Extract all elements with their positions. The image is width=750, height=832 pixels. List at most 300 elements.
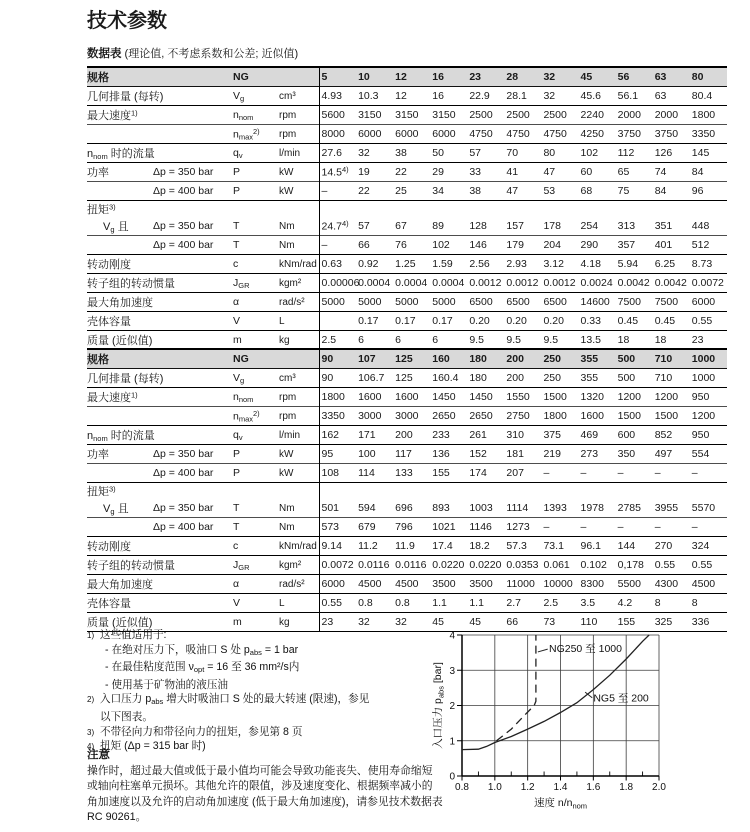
value-cell: 3000 — [358, 410, 382, 422]
param-symbol: $n_{max}^{2)}$ — [233, 126, 260, 142]
value-cell: 1.1 — [432, 597, 447, 609]
value-cell: 355 — [580, 372, 599, 384]
param-unit: kW — [279, 467, 294, 479]
page-title: 技术参数 — [87, 10, 167, 32]
size-column-header: 125 — [395, 353, 413, 365]
param-symbol: $n_{nom}$ — [233, 108, 254, 122]
row-condition: Δp = 400 bar — [153, 185, 214, 197]
value-cell: 5000 — [358, 296, 382, 308]
size-column-header: 56 — [617, 71, 630, 83]
value-cell: 57 — [469, 147, 481, 159]
value-cell: 852 — [654, 429, 673, 441]
value-cell: 33 — [469, 166, 481, 178]
value-cell: 145 — [691, 147, 710, 159]
value-cell: 2.93 — [506, 258, 527, 270]
value-cell: 2000 — [654, 109, 679, 121]
value-cell: 1003 — [469, 502, 493, 514]
param-unit: Nm — [279, 521, 295, 533]
param-unit: rpm — [279, 410, 297, 422]
param-symbol: T — [233, 521, 240, 533]
row-label: 几何排量 (每转) — [87, 373, 164, 385]
value-cell: 573 — [319, 518, 356, 537]
value-cell: 6500 — [543, 296, 567, 308]
value-cell: 133 — [395, 467, 413, 479]
footnote-text — [100, 692, 439, 724]
curve-label: NG5 至 200 — [593, 692, 649, 705]
footnote — [87, 692, 439, 724]
value-cell: 24.7$^{4)}$ — [319, 217, 356, 236]
value-cell: 2650 — [469, 410, 493, 422]
value-cell: 22.9 — [469, 90, 490, 102]
param-symbol: $n_{max}^{2)}$ — [233, 408, 260, 424]
value-cell: 1273 — [506, 521, 530, 533]
value-cell: 38 — [395, 147, 407, 159]
value-cell: 357 — [617, 239, 636, 251]
value-cell: 0.55 — [691, 315, 713, 327]
value-cell: 2.7 — [506, 597, 521, 609]
value-cell: 0.63 — [319, 255, 356, 274]
value-cell: 4.93 — [319, 87, 356, 106]
leader-line — [538, 649, 548, 652]
param-symbol: α — [233, 296, 240, 308]
row-label: 功率 — [87, 449, 109, 461]
value-cell: 125 — [395, 372, 413, 384]
value-cell: 95 — [319, 445, 356, 464]
value-cell: 5.94 — [617, 258, 639, 270]
size-column-header: 12 — [395, 71, 407, 83]
value-cell: 178 — [543, 220, 561, 232]
value-cell: 0.0353 — [506, 559, 539, 571]
section-label: 扭矩$^{3)}$ — [87, 202, 116, 216]
value-cell: 5000 — [395, 296, 419, 308]
value-cell: 5000 — [319, 293, 356, 312]
value-cell: 50 — [432, 147, 444, 159]
param-symbol: $q_v$ — [233, 146, 243, 160]
param-unit: kNm/rad — [279, 258, 317, 270]
section-spacer — [319, 201, 727, 218]
value-cell: 18 — [654, 334, 667, 346]
value-cell: 4.18 — [580, 258, 601, 270]
datasheet-subtitle — [87, 45, 298, 61]
value-cell: 89 — [432, 220, 444, 232]
value-cell: 32 — [543, 90, 556, 102]
value-cell: 32 — [358, 147, 370, 159]
value-cell: 254 — [580, 220, 599, 232]
value-cell: 38 — [469, 185, 481, 197]
value-cell: 56.1 — [617, 90, 639, 102]
param-symbol: P — [233, 467, 241, 479]
size-column-header: 80 — [691, 71, 704, 83]
value-cell: 23 — [691, 334, 704, 346]
value-cell: 1800 — [319, 388, 356, 407]
value-cell: 7500 — [654, 296, 679, 308]
row-label: 最大速度$^{1)}$ — [87, 108, 138, 122]
value-cell: 181 — [506, 448, 524, 460]
param-unit: l/min — [279, 429, 301, 441]
value-cell: 106.7 — [358, 372, 385, 384]
value-cell: 1550 — [506, 391, 530, 403]
value-cell: 9.5 — [506, 334, 521, 346]
value-cell: 28.1 — [506, 90, 527, 102]
size-column-header: 1000 — [691, 353, 716, 365]
value-cell: 0.0024 — [580, 277, 613, 289]
value-cell: 60 — [580, 166, 593, 178]
param-unit: rpm — [279, 109, 297, 121]
value-cell: 4750 — [543, 128, 567, 140]
value-cell: 0.0012 — [543, 277, 576, 289]
value-cell: 375 — [543, 429, 561, 441]
value-cell: 594 — [358, 502, 376, 514]
value-cell: 136 — [432, 448, 450, 460]
y-tick-label: 2 — [449, 701, 455, 712]
param-unit: kW — [279, 166, 294, 178]
value-cell: 0.33 — [580, 315, 601, 327]
param-unit: kW — [279, 185, 294, 197]
value-cell — [319, 312, 356, 331]
value-cell: 8 — [691, 597, 698, 609]
value-cell: 1200 — [691, 410, 716, 422]
value-cell: 3.5 — [580, 597, 596, 609]
value-cell: 110 — [580, 616, 598, 628]
footnote-text — [100, 628, 439, 692]
size-column-header: 160 — [432, 353, 450, 365]
value-cell: 0.55 — [691, 559, 713, 571]
value-cell: 126 — [654, 147, 673, 159]
param-unit: rad/s² — [279, 296, 305, 308]
value-cell: 1146 — [469, 521, 492, 533]
value-cell: 0.8 — [358, 597, 373, 609]
size-column-header: 32 — [543, 71, 556, 83]
value-cell: 0.0004 — [358, 277, 391, 289]
param-unit: kgm² — [279, 559, 302, 571]
size-column-header: 16 — [432, 71, 444, 83]
size-column-header: 45 — [580, 71, 593, 83]
value-cell: 0.20 — [543, 315, 564, 327]
value-cell: 6000 — [358, 128, 382, 140]
size-column-header: 710 — [654, 353, 673, 365]
row-condition: Δp = 350 bar — [153, 448, 214, 460]
value-cell: 41 — [506, 166, 519, 178]
subtitle-label: 数据表 — [87, 48, 122, 60]
value-cell: 950 — [691, 391, 710, 403]
value-cell: – — [580, 467, 587, 479]
curve-ng250-1000 — [497, 635, 536, 741]
param-unit: rpm — [279, 391, 297, 403]
value-cell: 3955 — [654, 502, 679, 514]
footnote-line: - 在绝对压力下，吸油口 S 处 $p_{abs} = 1$ bar — [105, 643, 299, 657]
value-cell: 0.45 — [654, 315, 676, 327]
value-cell: 6000 — [395, 128, 419, 140]
value-cell: 4500 — [358, 578, 382, 590]
value-cell: – — [319, 182, 356, 201]
value-cell: 351 — [654, 220, 673, 232]
footnote-line: 以下图表。 — [100, 710, 153, 723]
value-cell: 162 — [319, 426, 356, 445]
value-cell: 155 — [617, 616, 636, 628]
y-tick-label: 1 — [449, 736, 455, 748]
value-cell: 171 — [358, 429, 376, 441]
value-cell: 2.5 — [543, 597, 559, 609]
value-cell: 6000 — [691, 296, 716, 308]
value-cell: 179 — [506, 239, 524, 251]
row-label: 最大速度$^{1)}$ — [87, 390, 138, 404]
row-condition: Δp = 350 bar — [153, 220, 214, 232]
value-cell: 0.0042 — [617, 277, 650, 289]
row-label — [87, 236, 153, 255]
param-symbol: $J_{GR}$ — [233, 276, 250, 290]
value-cell: 1450 — [469, 391, 493, 403]
note-heading: 注意 — [87, 749, 110, 761]
value-cell: 9.14 — [319, 537, 356, 556]
value-cell: 10.3 — [358, 90, 379, 102]
value-cell: 8.73 — [691, 258, 713, 270]
value-cell: 90 — [319, 369, 356, 388]
section-spacer — [319, 483, 727, 500]
value-cell: 512 — [691, 239, 710, 251]
value-cell: 2500 — [543, 109, 567, 121]
x-tick-label: 1.8 — [619, 782, 634, 793]
param-symbol: P — [233, 166, 241, 178]
unit-header — [279, 67, 319, 87]
value-cell: 0.0004 — [432, 277, 465, 289]
value-cell: 1978 — [580, 502, 604, 514]
value-cell: 27.6 — [319, 144, 356, 163]
value-cell: 200 — [395, 429, 413, 441]
value-cell: 6 — [395, 334, 401, 346]
value-cell: 73 — [543, 616, 556, 628]
value-cell: 204 — [543, 239, 561, 251]
chart-canvas — [430, 628, 730, 820]
param-unit: l/min — [279, 147, 301, 159]
value-cell: 1200 — [617, 391, 641, 403]
y-tick-label: 4 — [449, 630, 455, 642]
value-cell: 3500 — [432, 578, 456, 590]
value-cell: 497 — [654, 448, 673, 460]
value-cell: 75 — [617, 185, 630, 197]
value-cell: 67 — [395, 220, 407, 232]
row-label: 功率 — [87, 167, 109, 179]
note-body: 操作时，超过最大值或低于最小值均可能会导致功能丧失、使用寿命缩短或轴向柱塞单元损坏。其他允许的限值，涉及速度变化、根据频率减小的角加速度以及允许的启动角加速度 (低于最大角加速度)，请参见技术数据表 RC 90261。 — [87, 765, 443, 824]
value-cell: 0.0116 — [358, 559, 390, 571]
value-cell: 73.1 — [543, 540, 564, 552]
value-cell: 19 — [358, 166, 370, 178]
value-cell: 1500 — [654, 410, 679, 422]
param-unit: kg — [279, 616, 290, 628]
value-cell: 1800 — [691, 109, 716, 121]
row-label: 壳体容量 — [87, 316, 131, 328]
value-cell: 34 — [432, 185, 444, 197]
footnote-line: 入口压力 $p_{abs}$ 增大时吸油口 S 处的最大转速 (限速)，参见 — [100, 693, 370, 707]
value-cell: 22 — [395, 166, 407, 178]
size-column-header: 63 — [654, 71, 667, 83]
value-cell: 76 — [395, 239, 407, 251]
value-cell: 2.5 — [319, 331, 356, 350]
value-cell: 47 — [506, 185, 519, 197]
value-cell: 3350 — [691, 128, 716, 140]
value-cell: 500 — [617, 372, 636, 384]
x-tick-label: 1.6 — [586, 782, 601, 793]
row-label: 几何排量 (每转) — [87, 91, 164, 103]
param-unit: rpm — [279, 128, 297, 140]
value-cell: 310 — [506, 429, 524, 441]
value-cell: 1500 — [617, 410, 641, 422]
value-cell: 160.4 — [432, 372, 459, 384]
value-cell: 18.2 — [469, 540, 490, 552]
param-unit: cm³ — [279, 372, 296, 384]
value-cell: 0.45 — [617, 315, 639, 327]
value-cell: 108 — [319, 464, 356, 483]
value-cell: 1114 — [506, 502, 529, 514]
value-cell: 6 — [432, 334, 439, 346]
value-cell: 0.0042 — [654, 277, 687, 289]
value-cell: 114 — [358, 467, 375, 479]
row-label: $V_g$ 且 — [103, 221, 129, 234]
value-cell: 3500 — [469, 578, 493, 590]
value-cell: 3150 — [358, 109, 382, 121]
value-cell: 273 — [580, 448, 599, 460]
value-cell: 1200 — [654, 391, 679, 403]
footnote — [87, 725, 439, 740]
row-label: 壳体容量 — [87, 598, 131, 610]
value-cell: 6 — [358, 334, 364, 346]
value-cell: 1500 — [543, 391, 567, 403]
value-cell: – — [691, 521, 698, 533]
value-cell: 710 — [654, 372, 673, 384]
value-cell: 3150 — [395, 109, 419, 121]
param-unit: L — [279, 597, 285, 609]
param-unit: Nm — [279, 239, 295, 251]
value-cell: 8300 — [580, 578, 604, 590]
value-cell: 2750 — [506, 410, 530, 422]
value-cell: 112 — [617, 147, 635, 159]
row-label — [87, 464, 153, 483]
value-cell: 1800 — [543, 410, 567, 422]
param-unit: cm³ — [279, 90, 296, 102]
footnote-line: 这些值适用于: — [100, 629, 167, 641]
value-cell: 22 — [358, 185, 370, 197]
value-cell: 2.56 — [469, 258, 490, 270]
value-cell: 29 — [432, 166, 444, 178]
value-cell: 4250 — [580, 128, 604, 140]
param-symbol: V — [233, 315, 241, 327]
param-unit: Nm — [279, 502, 295, 514]
size-column-header: 23 — [469, 71, 481, 83]
curve-label: NG250 至 1000 — [549, 642, 622, 655]
value-cell: 200 — [506, 372, 524, 384]
value-cell: 3000 — [395, 410, 419, 422]
y-tick-label: 0 — [449, 771, 455, 783]
value-cell: 157 — [506, 220, 524, 232]
param-symbol: $V_g$ — [233, 89, 245, 103]
value-cell: 0.0072 — [319, 556, 356, 575]
value-cell: 1021 — [432, 521, 456, 533]
value-cell: 0.17 — [432, 315, 453, 327]
param-symbol: T — [233, 220, 240, 232]
footnote-marker: 4) — [87, 742, 95, 752]
value-cell: 84 — [691, 166, 704, 178]
value-cell: 3750 — [654, 128, 679, 140]
value-cell: 100 — [358, 448, 376, 460]
value-cell: – — [580, 521, 587, 533]
row-label: 质量 (近似值) — [87, 617, 153, 629]
x-tick-label: 1.2 — [520, 782, 535, 793]
value-cell: 3750 — [617, 128, 641, 140]
value-cell: 1600 — [395, 391, 419, 403]
row-label: $n_{nom}$ 时的流量 — [87, 148, 155, 161]
value-cell: 7500 — [617, 296, 641, 308]
value-cell: 96 — [691, 185, 704, 197]
row-condition: Δp = 400 bar — [153, 467, 214, 479]
row-condition: Δp = 400 bar — [153, 239, 214, 251]
value-cell: 1600 — [358, 391, 382, 403]
footnote-line: 扭矩 (Δp = 315 bar 时) — [100, 740, 206, 753]
value-cell: 13.5 — [580, 334, 601, 346]
value-cell: 66 — [358, 239, 370, 251]
value-cell: 0.92 — [358, 258, 379, 270]
value-cell: – — [654, 467, 661, 479]
value-cell: 9.5 — [543, 334, 559, 346]
value-cell: 5570 — [691, 502, 716, 514]
param-symbol: T — [233, 502, 240, 514]
size-column-header: 500 — [617, 353, 636, 365]
spec-table-large-sizes — [87, 348, 727, 632]
value-cell: 80 — [543, 147, 556, 159]
value-cell: 950 — [691, 429, 710, 441]
x-tick-label: 1.4 — [553, 782, 568, 793]
value-cell: 324 — [691, 540, 710, 552]
value-cell: 1450 — [432, 391, 456, 403]
param-unit: kW — [279, 448, 294, 460]
value-cell: – — [654, 521, 661, 533]
spec-header: 规格 — [87, 354, 109, 366]
x-axis-title: 速度 $n/n_{nom}$ — [533, 797, 588, 811]
x-tick-label: 2.0 — [652, 782, 666, 793]
row-label — [87, 125, 233, 144]
footnote — [87, 628, 439, 692]
value-cell: 679 — [358, 521, 376, 533]
value-cell: 600 — [617, 429, 636, 441]
row-label: 转子组的转动惯量 — [87, 560, 175, 572]
value-cell: 57 — [358, 220, 370, 232]
footnote-line: 不带径向力和带径向力的扭矩，参见第 8 页 — [100, 725, 303, 738]
value-cell: 325 — [654, 616, 673, 628]
value-cell: 63 — [654, 90, 667, 102]
value-cell: 2785 — [617, 502, 641, 514]
value-cell: 2000 — [617, 109, 641, 121]
row-condition: Δp = 400 bar — [153, 521, 214, 533]
value-cell: 4300 — [654, 578, 679, 590]
param-symbol: $J_{GR}$ — [233, 558, 250, 572]
value-cell: 0.0012 — [506, 277, 539, 289]
value-cell: 9.5 — [469, 334, 484, 346]
value-cell: 4500 — [395, 578, 419, 590]
value-cell: 350 — [617, 448, 636, 460]
footnote-line: - 使用基于矿物油的液压油 — [105, 678, 229, 691]
value-cell: 0.8 — [395, 597, 410, 609]
value-cell: 102 — [580, 147, 599, 159]
value-cell: 1320 — [580, 391, 604, 403]
size-column-header: 90 — [319, 349, 356, 369]
value-cell: 0.00006 — [319, 274, 356, 293]
value-cell: 66 — [506, 616, 519, 628]
value-cell: 45 — [432, 616, 444, 628]
value-cell: 96.1 — [580, 540, 601, 552]
value-cell: 4.2 — [617, 597, 633, 609]
param-unit: kNm/rad — [279, 540, 317, 552]
ng-header: NG — [233, 353, 249, 365]
value-cell: 3350 — [319, 407, 356, 426]
value-cell: 1600 — [580, 410, 604, 422]
